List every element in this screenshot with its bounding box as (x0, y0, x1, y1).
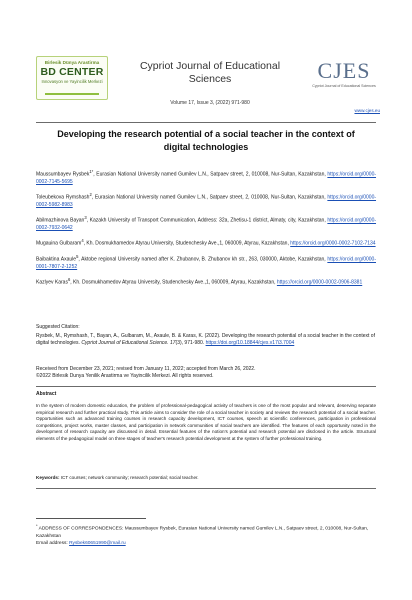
received-dates: Received from December 23, 2021; revised from January 11, 2022; accepted from March 26, 2022. (36, 366, 256, 372)
author-orcid-link[interactable]: https://orcid.org/0000-0002-7102-7134 (290, 240, 376, 247)
author-name: Kazlyev Karas (36, 279, 68, 286)
citation-body (36, 333, 376, 347)
keywords-text: ICT courses; network community; research potential; social teacher. (60, 475, 199, 480)
author-mark: 4 (81, 238, 84, 244)
author-entry (36, 214, 376, 232)
author-affiliation: , Kh. Dosmukhamedov Atyrau University, Studenchesky Ave.,1, 060009, Atyrau, Kazakhstan, (83, 240, 289, 247)
author-orcid-link[interactable]: https://orcid.org/0000-0001-7807-2-1252 (36, 256, 376, 270)
author-affiliation: , Aktobe regional University named after K. Zhubanov, B. Zhubanov kh str., 263, 030000, Aktobe, Kazakhstan, (78, 256, 326, 263)
citation-pages: (3), 971-980. (175, 340, 205, 347)
author-mark: 3 (84, 215, 87, 221)
abstract-text: In the system of modern domestic education, the problem of professional-pedagogical activity of teachers is one of the most popular and relevant, deserving separate empirical research and further practical study. This article aims to consider the role of a social teacher in society and reviews the research potential of a social teacher. Opportunities such as advanced training courses in research capacity development, ICT courses, speech at scientific conferences, participation in professional competitions, project works, master classes, and participation in network communities of social teachers are identified. The features of each opportunity noted in the development of research capacity are discussed in detail. Essential features of the notion's potential and research potential are disclosed in the article. Structural elements of the pedagogical model on three stages of teacher's research potential development at the system of further professional training. (36, 403, 376, 441)
keywords-label: Keywords: (36, 475, 60, 480)
email-label: Email address: (36, 540, 68, 546)
citation-doi-link[interactable]: https://doi.org/10.18844/cjes.v17i3.7004 (205, 340, 295, 347)
copyright-notice: ©2022 Birlesik Dunya Yenilik Arastirma ve Yayincilik Merkezi. All rights reserved. (36, 373, 214, 380)
author-orcid-link[interactable]: https://orcid.org/0000-0002-5982-8983 (36, 194, 377, 208)
author-name: Mugauina Gulbaram (36, 240, 82, 247)
author-entry (36, 253, 376, 271)
correspondence-footnote (36, 522, 376, 547)
author-entry (36, 191, 376, 209)
bd-center-logo (36, 56, 108, 100)
cjes-logo-letters: CJES (317, 58, 371, 83)
author-mark: 6 (67, 277, 71, 283)
email-link[interactable]: Rysbek60651990@mail.ru (69, 540, 126, 546)
cjes-logo-caption: Cypriot Journal of Educational Sciences (312, 84, 376, 88)
author-affiliation: , Kazakh University of Transport Communication, Address: 32a, Zhetisu-1 district, Almaty, city, Kazakhstan, (86, 217, 326, 224)
citation-text: Rysbek, M., Rymshash, T., Bayan, A., Gulbaram, M., Axaule, B. & Karas, K. (2022). Developing the research potential of a social teacher in the context of digital technologies. (36, 333, 375, 347)
author-name: Abilmazhinova Bayan (36, 217, 85, 224)
author-mark: 5 (76, 254, 79, 260)
bd-logo-top-text: Birlesik Dünya Arastirma (44, 60, 100, 65)
footnote-divider (36, 518, 146, 519)
header-divider (36, 122, 376, 123)
cjes-logo (312, 58, 376, 102)
author-name: Baibaktina Axaule (36, 256, 77, 263)
author-mark: 2 (89, 192, 92, 198)
journal-website-link[interactable]: www.cjes.eu (354, 108, 380, 113)
footnote-body (36, 522, 376, 540)
citation-journal: Cypriot Journal of Educational Science. 17 (81, 340, 176, 347)
author-name: Maussumbayev Rysbek (36, 171, 90, 178)
author-affiliation: , Eurasian National University named Gumilev L.N., Satpaev street, 2, 010008, Nur-Sultan, Kazakhstan, (93, 171, 326, 178)
footnote-text: ADDRESS OF CORRESPONDENCES: Maussumbayev Rysbek, Eurasian National University named Gumilev L.N., Satpaev street, 2, 010008, Nur-Sultan, Kazakhstan (36, 526, 369, 539)
journal-title: Cypriot Journal of Educational Sciences (139, 60, 281, 85)
journal-header (0, 52, 412, 124)
citation-heading: Suggested Citation: (36, 324, 80, 330)
author-orcid-link[interactable]: https://orcid.org/0000-0002-7145-5695 (36, 171, 377, 185)
author-orcid-link[interactable]: https://orcid.org/0000-0002-7932-0642 (36, 217, 377, 231)
bd-logo-sub-text: Innovasyon ve Yayincilik Merkezi (41, 79, 103, 84)
suggested-citation (36, 324, 376, 348)
bd-logo-bar (45, 93, 99, 95)
author-name: Toleubekova Rymshash (36, 194, 90, 201)
abstract-bottom-divider (36, 488, 376, 489)
abstract-heading: Abstract (36, 391, 57, 397)
author-list (36, 168, 376, 292)
author-entry (36, 168, 376, 186)
author-orcid-link[interactable]: https://orcid.org/0000-0002-0906-8381 (276, 279, 363, 286)
article-title: Developing the research potential of a social teacher in the context of digital technologies (57, 129, 355, 152)
author-entry (36, 276, 376, 287)
keywords-line (36, 475, 376, 482)
footnote-marker: * (36, 523, 38, 528)
journal-volume: Volume 17, Issue 3, (2022) 971-980 (170, 100, 250, 106)
author-affiliation: , Kh. Dosmukhamedov Atyrau University, Studenchesky Ave.,1, 060009, Atyrau, Kazakhstan, (70, 279, 276, 286)
footnote-email-line (36, 540, 376, 547)
author-affiliation: , Eurasian National University named Gumilev L.N., Satpaev street, 2, 010008, Nur-Sultan, Kazakhstan, (91, 194, 326, 201)
bd-logo-main-text: BD CENTER (40, 66, 104, 78)
author-entry (36, 237, 376, 248)
abstract-top-divider (36, 386, 376, 387)
author-mark: 1* (89, 169, 94, 174)
article-dates (36, 366, 376, 380)
